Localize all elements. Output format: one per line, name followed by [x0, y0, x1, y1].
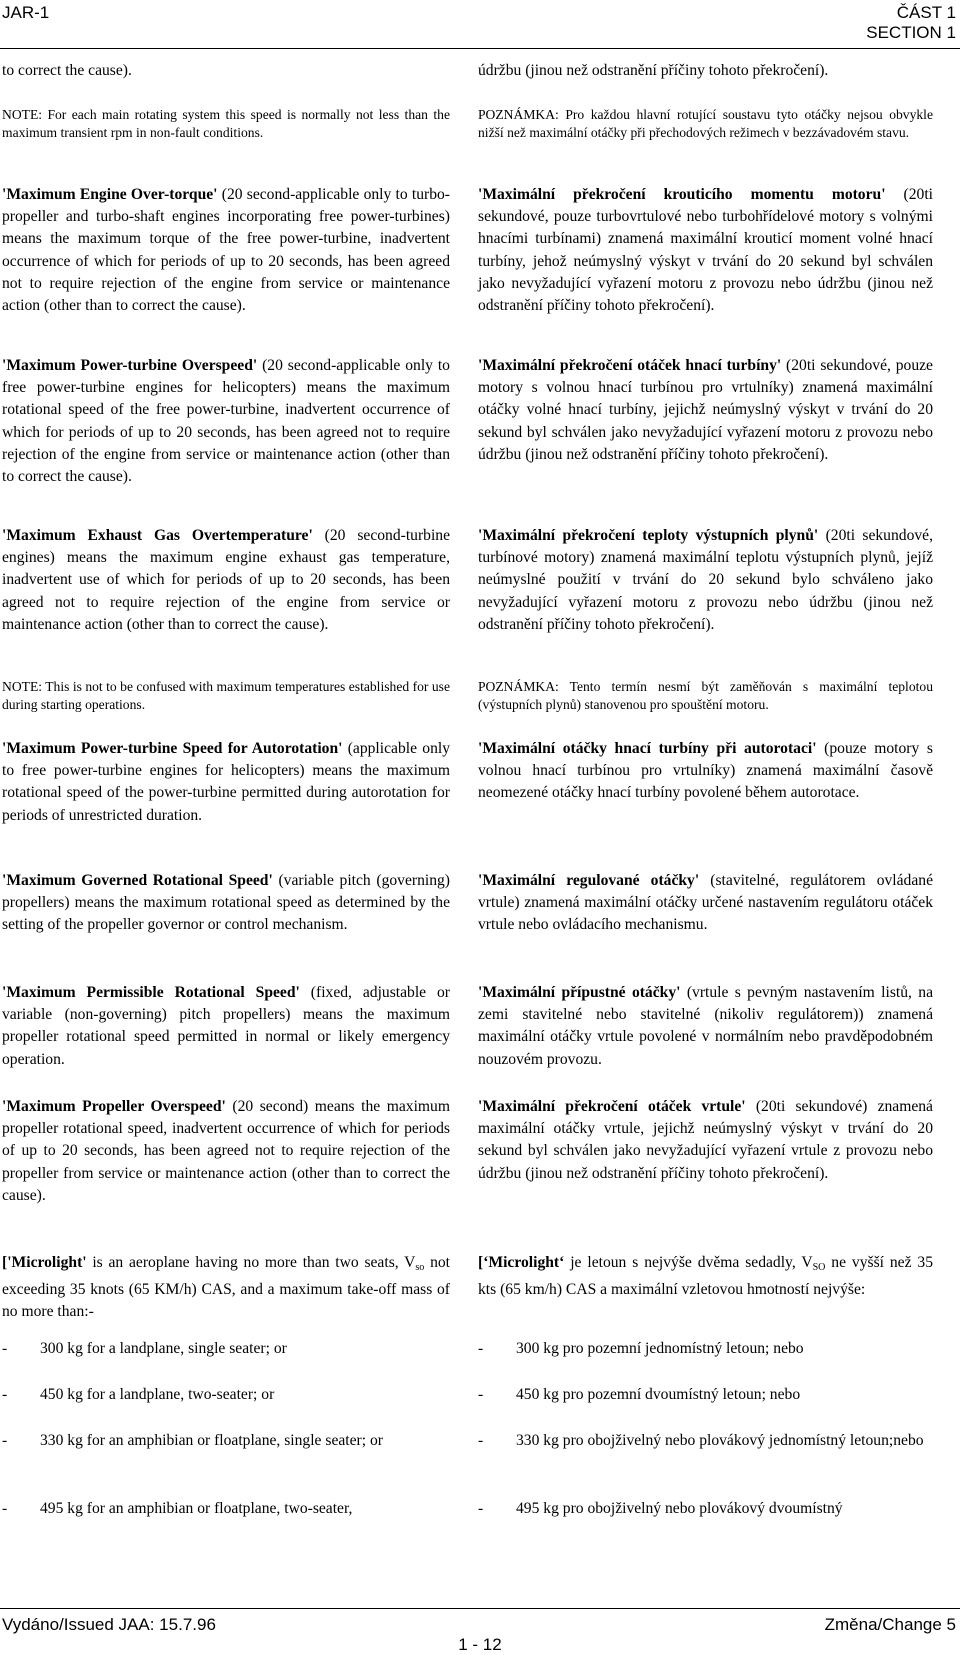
en-def-engine-overtorque: [2, 184, 450, 317]
cz-def-text: (20ti sekundové) znamená maximální otáčky vrtule, jejichž neúmyslný výskyt v trvání do 20 sekund byl schválen jako nevyžadující vyřazení vrtule z provozu nebo údržbu (jinou než odstranění příčiny tohoto překročení).: [478, 1098, 933, 1182]
en-bullet-text: 450 kg for a landplane, two-seater; or: [40, 1386, 275, 1403]
cz-def-power-turbine-autorotation: [478, 738, 933, 805]
cz-def-exhaust-gas-overtemp: [478, 525, 933, 636]
page-footer: [0, 1608, 960, 1654]
en-bullet-text: 495 kg for an amphibian or floatplane, two-seater,: [40, 1500, 353, 1517]
header-doc-id: JAR-1: [2, 3, 50, 22]
en-bullet-text: 300 kg for a landplane, single seater; or: [40, 1340, 287, 1357]
en-def-text: (variable pitch (governing) propellers) means the maximum rotational speed as determined by the setting of the propeller governor or control mechanism.: [2, 872, 450, 934]
cz-note-2: POZNÁMKA: Tento termín nesmí být zaměňován s maximální teplotou (výstupních plynů) stanovenou pro spouštění motoru.: [478, 679, 933, 713]
en-bullet-text: 330 kg for an amphibian or floatplane, single seater; or: [40, 1432, 383, 1449]
cz-term: [‘Microlight‘: [478, 1254, 565, 1271]
header-section-cz: ČÁST 1: [896, 3, 956, 22]
en-def-text: (applicable only to free power-turbine engines for helicopters) means the maximum rotational speed of the power-turbine permitted during autorotation for periods of unrestricted duration.: [2, 740, 450, 824]
cz-term: 'Maximální překročení teploty výstupních plynů': [478, 527, 819, 544]
cz-def-propeller-overspeed: [478, 1096, 933, 1185]
cz-def-text: (vrtule s pevným nastavením listů, na zemi stavitelné nebo stavitelné (nikoliv regulátorem)) znamená maximální otáčky vrtule povolené v normálním nebo pravděpodobném nouzovém provozu.: [478, 984, 933, 1068]
cz-def-text: (stavitelné, regulátorem ovládané vrtule) znamená maximální otáčky určené nastavením regulátoru otáček vrtule nebo ovládacího mechanismu.: [478, 872, 933, 934]
cz-term: 'Maximální otáčky hnací turbíny při autorotaci': [478, 740, 817, 757]
header-section-en: SECTION 1: [866, 23, 956, 42]
en-def-microlight: [2, 1252, 450, 1324]
en-def-text: (20 second-applicable only to turbo-propeller and turbo-shaft engines incorporating free power-turbines) means the maximum torque of the free power-turbine, inadvertent occurrence of which for periods of up to 20 seconds, has been agreed not to require rejection of the engine from service or maintenance action (other than to correct the cause).: [2, 186, 450, 315]
en-def-text: (20 second-applicable only to free power-turbine engines for helicopters) means the maximum rotational speed of the free power-turbine, inadvertent occurrence of which for periods of up to 20 seconds, has been agreed not to require rejection of the engine from service or maintenance action (other than to correct the cause).: [2, 357, 450, 486]
cz-def-text: ne vyšší než 35 kts (65 km/h) CAS a maximální vzletovou hmotností nejvýše:: [478, 1254, 934, 1299]
cz-term: 'Maximální překročení otáček vrtule': [478, 1098, 746, 1115]
cz-bullet-text: 330 kg pro obojživelný nebo plovákový jednomístný letoun;nebo: [516, 1432, 924, 1449]
en-def-power-turbine-autorotation: [2, 738, 450, 827]
en-def-exhaust-gas-overtemp: [2, 525, 450, 636]
en-term: 'Maximum Governed Rotational Speed': [2, 872, 273, 889]
cz-def-permissible-speed: [478, 982, 933, 1071]
cz-bullet-text: 495 kg pro obojživelný nebo plovákový dvoumístný: [516, 1500, 843, 1517]
cz-def-text: (pouze motory s volnou hnací turbínou pro vrtulníky) znamená maximální časově neomezené otáčky hnací turbíny povolené během autorotace.: [478, 740, 933, 802]
en-term: 'Maximum Engine Over-torque': [2, 186, 218, 203]
en-def-text: not exceeding 35 knots (65 KM/h) CAS, and a maximum take-off mass of no more than:-: [2, 1254, 450, 1321]
cz-def-engine-overtorque: [478, 184, 933, 317]
cz-bullet-text: 300 kg pro pozemní jednomístný letoun; nebo: [516, 1340, 804, 1357]
en-def-permissible-speed: [2, 982, 450, 1071]
en-def-power-turbine-overspeed: [2, 355, 450, 488]
header-section: [866, 3, 956, 43]
en-def-text: is an aeroplane having no more than two seats, V: [86, 1254, 416, 1271]
cz-def-governed-speed: [478, 870, 933, 937]
en-term: 'Maximum Power-turbine Speed for Autorotation': [2, 740, 343, 757]
en-def-propeller-overspeed: [2, 1096, 450, 1207]
en-note-1: NOTE: For each main rotating system this speed is normally not less than the maximum transient rpm in non-fault conditions.: [2, 107, 450, 141]
en-note-2: NOTE: This is not to be confused with maximum temperatures established for use during starting operations.: [2, 679, 450, 713]
cz-vso-subscript: SO: [812, 1262, 826, 1273]
cz-term: 'Maximální překročení krouticího momentu motoru': [478, 186, 886, 203]
en-vso-subscript: so: [415, 1262, 425, 1273]
en-term: 'Maximum Power-turbine Overspeed': [2, 357, 258, 374]
cz-def-power-turbine-overspeed: [478, 355, 933, 466]
cz-def-text: (20ti sekundové, turbínové motory) znamená maximální teplotu výstupních plynů, jejíž neúmyslné použití v trvání do 20 sekund bylo schváleno jako nevyžadující vyřazení motoru z provozu nebo údržbu (jinou než odstranění příčiny tohoto překročení).: [478, 527, 933, 633]
footer-issue-date: Vydáno/Issued JAA: 15.7.96: [2, 1615, 216, 1634]
cz-term: 'Maximální regulované otáčky': [478, 872, 700, 889]
cz-bullet-text: 450 kg pro pozemní dvoumístný letoun; nebo: [516, 1386, 801, 1403]
en-def-text: (fixed, adjustable or variable (non-governing) pitch propellers) means the maximum propeller rotational speed permitted in normal or likely emergency operation.: [2, 984, 450, 1068]
cz-term: 'Maximální překročení otáček hnací turbíny': [478, 357, 782, 374]
cz-def-text: je letoun s nejvýše dvěma sedadly, V: [564, 1254, 813, 1271]
en-continuation: to correct the cause).: [2, 62, 132, 79]
page-header: [0, 0, 960, 49]
en-def-governed-speed: [2, 870, 450, 937]
en-term: ['Microlight': [2, 1254, 87, 1271]
cz-def-microlight: [478, 1252, 933, 1301]
en-def-text: (20 second-turbine engines) means the maximum engine exhaust gas temperature, inadvertent use of which for periods of up to 20 seconds, has been agreed not to require rejection of the engine from service or maintenance action (other than to correct the cause).: [2, 527, 450, 633]
cz-term: 'Maximální přípustné otáčky': [478, 984, 681, 1001]
en-def-text: (20 second) means the maximum propeller rotational speed, inadvertent occurrence of which for periods of up to 20 seconds, has been agreed not to require rejection of the propeller from service or maintenance action (other than to correct the cause).: [2, 1098, 450, 1204]
page-number: 1 - 12: [458, 1635, 502, 1654]
cz-def-text: (20ti sekundové, pouze motory s volnou hnací turbínou pro vrtulníky) znamená maximální otáčky volné hnací turbíny, jejichž neúmyslný výskyt v trvání do 20 sekund byl schválen jako nevyžadující vyřazení motoru z provozu nebo údržbu (jinou než odstranění příčiny tohoto překročení).: [478, 357, 933, 463]
cz-def-text: (20ti sekundové, pouze turbovrtulové nebo turbohřídelové motory s volnými hnacími turbínami) znamená maximální krouticí moment volné hnací turbíny, jehož neúmyslný výskyt v trvání do 20 sekund byl schválen jako nevyžadující vyřazení motoru z provozu nebo údržbu (jinou než odstranění příčiny tohoto překročení).: [478, 186, 933, 315]
footer-change: Změna/Change 5: [824, 1615, 956, 1634]
cz-note-1: POZNÁMKA: Pro každou hlavní rotující soustavu tyto otáčky nejsou obvykle nižší než maximální otáčky při přechodových režimech v bezzávadovém stavu.: [478, 107, 933, 141]
en-term: 'Maximum Permissible Rotational Speed': [2, 984, 300, 1001]
en-term: 'Maximum Propeller Overspeed': [2, 1098, 226, 1115]
en-term: 'Maximum Exhaust Gas Overtemperature': [2, 527, 313, 544]
cz-continuation: údržbu (jinou než odstranění příčiny tohoto překročení).: [478, 62, 829, 79]
